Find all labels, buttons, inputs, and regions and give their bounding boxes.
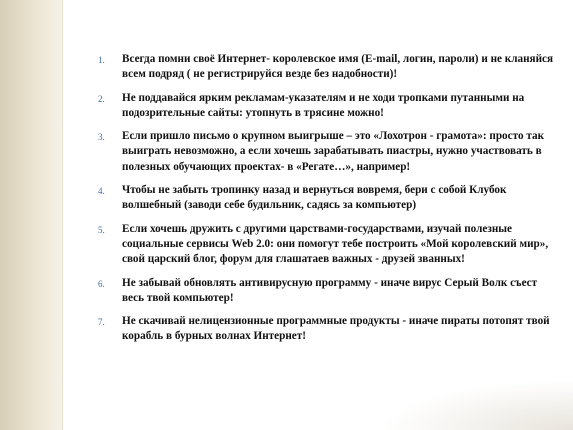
rule-item-2 — [98, 91, 558, 121]
rule-number: 7. — [98, 317, 105, 328]
rule-number: 1. — [98, 55, 105, 65]
rules-list — [98, 52, 558, 353]
slide-strip-edge — [62, 0, 63, 430]
rule-text: Не забывай обновлять антивирусную программу - иначе вирус Серый Волк съест весь твой компьютер! — [122, 276, 538, 304]
slide-corner-shade — [380, 380, 573, 430]
rule-item-1 — [98, 52, 558, 82]
rule-number: 6. — [98, 278, 105, 289]
rule-text: Если хочешь дружить с другими царствами-государствами, изучай полезные социальные сервисы Web 2.0: они помогут тебе построить «Мой королевский мир», свой царский блог, форум для глашатаев важных - друзей званных! — [122, 222, 549, 266]
rule-item-4 — [98, 183, 558, 213]
rule-item-3 — [98, 129, 558, 174]
rule-text: Не поддавайся ярким рекламам-указателям и не ходи тропками путанными на подозрительные сайты: утопнуть в трясине можно! — [122, 91, 525, 119]
rule-text: Всегда помни своё Интернет- королевское имя (E-mail, логин, пароли) и не кланяйся всем подряд ( не регистрируйся везде без надобности)! — [122, 53, 554, 81]
rule-number: 3. — [98, 132, 105, 143]
rule-item-6 — [98, 276, 558, 306]
rule-text: Если пришло письмо о крупном выигрыше – это «Лохотрон - грамота»: просто так выиграть невозможно, а если хочешь зарабатывать пиастры, нужно участвовать в полезных обучающих проектах- в «Регате…», например! — [122, 130, 545, 173]
rule-number: 4. — [98, 186, 105, 197]
rule-text: Чтобы не забыть тропинку назад и вернуться вовремя, бери с собой Клубок волшебный (заводи себе будильник, садясь за компьютер) — [122, 184, 507, 212]
rule-item-5 — [98, 222, 558, 267]
rule-text: Не скачивай нелицензионные программные продукты - иначе пираты потопят твой корабль в бурных волнах Интернет! — [122, 315, 550, 343]
rule-number: 2. — [98, 93, 105, 104]
slide-side-strip — [0, 0, 62, 430]
rule-item-7 — [98, 314, 558, 344]
rule-number: 5. — [98, 224, 105, 235]
